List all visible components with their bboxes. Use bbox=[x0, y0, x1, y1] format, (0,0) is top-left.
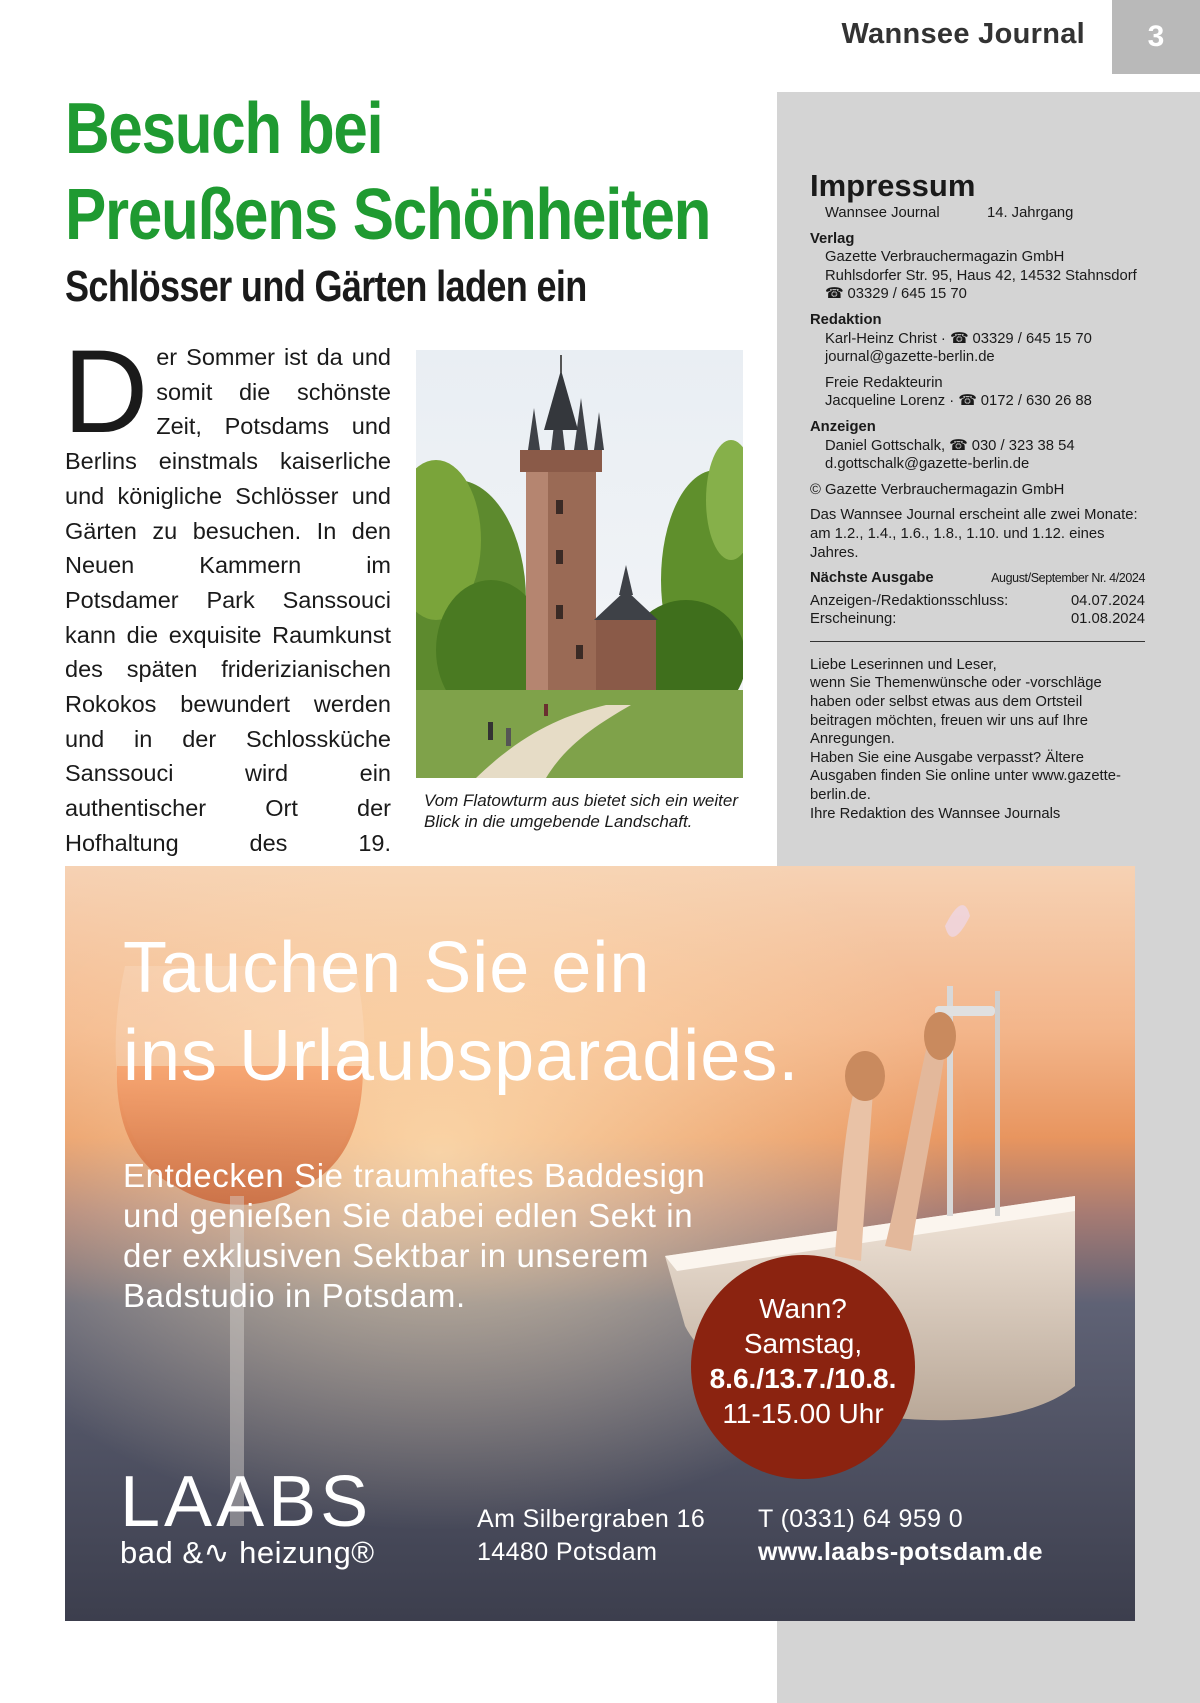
deadline-label: Anzeigen-/Redaktionsschluss: bbox=[810, 592, 1009, 609]
freie-label: Freie Redakteurin bbox=[825, 374, 943, 391]
impressum bbox=[810, 170, 1145, 823]
badge-day: Samstag, bbox=[743, 1328, 863, 1359]
release-value: 01.08.2024 bbox=[1070, 611, 1145, 628]
article-body-text: er Sommer ist da und somit die schönste Zeit, Potsdams und Berlins einstmals kaiserliche und königliche Schlösser und Gärten zu besuchen. In den Neuen Kammern im Potsdamer Park Sanssouci kann die exquisite Raumkunst des späten friderizianischen Rokokos bewundert werden und in der Schlossküche Sanssouci wird ein authentischer Ort der Hofhaltung des 19. bbox=[65, 344, 391, 856]
drop-cap: D bbox=[63, 326, 149, 458]
next-issue-value: August/September Nr. 4/2024 bbox=[991, 571, 1145, 586]
redaktion-email[interactable]: journal@gazette-berlin.de bbox=[825, 349, 995, 366]
impressum-title: Impressum bbox=[810, 168, 976, 203]
anzeigen-label: Anzeigen bbox=[810, 418, 876, 435]
laabs-logo bbox=[120, 1462, 375, 1570]
ad-headline-line-2: ins Urlaubsparadies. bbox=[123, 1016, 800, 1096]
article-subheadline: Schlösser und Gärten laden ein bbox=[65, 262, 587, 311]
ad-body-line-3: der exklusiven Sektbar in unserem bbox=[123, 1237, 650, 1274]
anzeigen-person: Daniel Gottschalk, ☎ 030 / 323 38 54 bbox=[825, 437, 1075, 454]
photo-caption: Vom Flatowturm aus bietet sich ein weiter Blick in die umgebende Landschaft. bbox=[424, 791, 738, 831]
verlag-label: Verlag bbox=[810, 230, 855, 247]
article-body bbox=[63, 326, 391, 930]
flatowturm-illustration bbox=[416, 350, 743, 778]
deadline-value: 04.07.2024 bbox=[1070, 592, 1145, 609]
headline-line-2: Preußens Schönheiten bbox=[65, 175, 711, 255]
verlag-address: Ruhlsdorfer Str. 95, Haus 42, 14532 Stahnsdorf bbox=[825, 267, 1137, 284]
release-row bbox=[810, 610, 1145, 629]
badge-time: 11-15.00 Uhr bbox=[722, 1398, 884, 1429]
verlag-phone: ☎ 03329 / 645 15 70 bbox=[825, 286, 967, 303]
anzeigen-email[interactable]: d.gottschalk@gazette-berlin.de bbox=[825, 456, 1030, 473]
ad-website-link[interactable]: www.laabs-potsdam.de bbox=[758, 1538, 1043, 1566]
deadline-row bbox=[810, 592, 1145, 611]
laabs-advertisement[interactable] bbox=[65, 866, 1135, 1621]
redaktion-label: Redaktion bbox=[810, 311, 882, 328]
ad-headline-line-1: Tauchen Sie ein bbox=[123, 928, 651, 1008]
letter-greeting: Liebe Leserinnen und Leser, bbox=[810, 656, 997, 673]
badge-question: Wann? bbox=[759, 1293, 847, 1324]
ad-contact bbox=[758, 1503, 1043, 1569]
address-city: 14480 Potsdam bbox=[477, 1538, 658, 1566]
event-date-badge bbox=[691, 1255, 915, 1479]
freie-person: Jacqueline Lorenz · ☎ 0172 / 630 26 88 bbox=[825, 393, 1092, 410]
tower-photo bbox=[416, 350, 743, 778]
letter-missed: Haben Sie eine Ausgabe verpasst? Ältere Ausgaben finden Sie online unter www.gazette-berlin.de. bbox=[810, 749, 1121, 804]
ad-body bbox=[123, 1156, 705, 1316]
letter-body: wenn Sie Themenwünsche oder -vorschläge haben oder selbst etwas aus dem Ortsteil beitragen möchten, freuen wir uns auf Ihre Anregungen. bbox=[810, 675, 1102, 748]
ad-body-line-1: Entdecken Sie traumhaftes Baddesign bbox=[123, 1157, 706, 1194]
headline-line-1: Besuch bei bbox=[65, 89, 383, 169]
letter-sign: Ihre Redaktion des Wannsee Journals bbox=[810, 805, 1061, 822]
logo-tagline: bad &∿ heizung® bbox=[120, 1535, 375, 1570]
ad-headline bbox=[123, 924, 799, 1100]
impressum-publication-row bbox=[810, 204, 1145, 223]
copyright: © Gazette Verbrauchermagazin GmbH bbox=[810, 481, 1065, 498]
article-headline bbox=[65, 86, 711, 258]
impressum-publication: Wannsee Journal bbox=[825, 205, 940, 221]
impressum-volume: 14. Jahrgang bbox=[987, 205, 1074, 221]
next-issue-row bbox=[810, 569, 1145, 588]
page-number: 3 bbox=[1112, 0, 1200, 74]
release-label: Erscheinung: bbox=[810, 611, 897, 628]
ad-phone[interactable]: T (0331) 64 959 0 bbox=[758, 1505, 964, 1533]
ad-address bbox=[477, 1503, 705, 1569]
redaktion-person: Karl-Heinz Christ · ☎ 03329 / 645 15 70 bbox=[825, 330, 1092, 347]
journal-name: Wannsee Journal bbox=[841, 18, 1085, 50]
divider bbox=[810, 641, 1145, 642]
frequency-note: Das Wannsee Journal erscheint alle zwei Monate: am 1.2., 1.4., 1.6., 1.8., 1.10. und 1.12. eines Jahres. bbox=[810, 507, 1138, 561]
verlag-name: Gazette Verbrauchermagazin GmbH bbox=[825, 249, 1065, 266]
next-issue-label: Nächste Ausgabe bbox=[810, 570, 934, 587]
logo-wordmark: LAABS bbox=[120, 1462, 373, 1542]
ad-body-line-4: Badstudio in Potsdam. bbox=[123, 1277, 466, 1314]
ad-body-line-2: und genießen Sie dabei edlen Sekt in bbox=[123, 1197, 694, 1234]
badge-dates: 8.6./13.7./10.8. bbox=[709, 1363, 897, 1394]
address-street: Am Silbergraben 16 bbox=[477, 1505, 706, 1533]
